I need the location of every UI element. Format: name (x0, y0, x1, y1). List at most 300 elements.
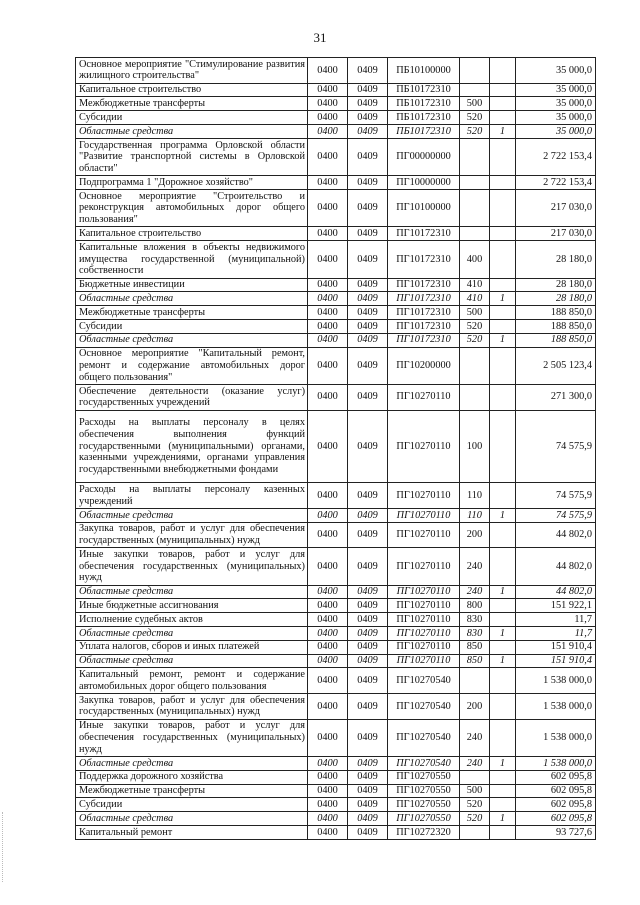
row-funding-source-cell (490, 227, 516, 241)
row-expense-type-cell: 830 (460, 613, 490, 627)
row-section-cell: 0400 (308, 483, 348, 509)
row-section-cell: 0400 (308, 798, 348, 812)
row-subsection-cell: 0409 (348, 640, 388, 654)
row-expense-type-cell: 850 (460, 640, 490, 654)
row-funding-source-cell (490, 176, 516, 190)
table-row (76, 384, 596, 410)
row-subsection-cell: 0409 (348, 111, 388, 125)
row-funding-source-cell (490, 319, 516, 333)
row-section-cell: 0400 (308, 384, 348, 410)
row-section-cell: 0400 (308, 585, 348, 599)
row-amount-cell: 217 030,0 (516, 227, 596, 241)
row-name-cell: Межбюджетные трансферты (76, 97, 308, 111)
row-funding-source-cell (490, 384, 516, 410)
row-expense-type-cell (460, 384, 490, 410)
row-name-cell: Иные закупки товаров, работ и услуг для обеспечения государственных (муниципальных) нужд (76, 719, 308, 756)
row-target-article-cell: ПГ10270110 (388, 599, 460, 613)
row-section-cell: 0400 (308, 306, 348, 320)
row-target-article-cell: ПГ10270110 (388, 410, 460, 483)
row-target-article-cell: ПГ10172310 (388, 292, 460, 306)
row-amount-cell: 1 538 000,0 (516, 694, 596, 720)
row-funding-source-cell: 1 (490, 585, 516, 599)
row-section-cell: 0400 (308, 694, 348, 720)
row-funding-source-cell (490, 798, 516, 812)
row-name-cell: Капитальное строительство (76, 227, 308, 241)
row-subsection-cell: 0409 (348, 812, 388, 826)
row-name-cell: Межбюджетные трансферты (76, 784, 308, 798)
row-amount-cell: 2 722 153,4 (516, 138, 596, 175)
table-row (76, 654, 596, 668)
row-expense-type-cell: 520 (460, 319, 490, 333)
table-row (76, 189, 596, 226)
row-expense-type-cell (460, 189, 490, 226)
table-row (76, 694, 596, 720)
row-amount-cell: 602 095,8 (516, 770, 596, 784)
table-row (76, 798, 596, 812)
budget-table (75, 57, 596, 840)
row-section-cell: 0400 (308, 719, 348, 756)
row-expense-type-cell: 830 (460, 627, 490, 641)
table-row (76, 306, 596, 320)
row-target-article-cell: ПГ10172310 (388, 241, 460, 278)
row-subsection-cell: 0409 (348, 97, 388, 111)
row-subsection-cell: 0409 (348, 306, 388, 320)
row-expense-type-cell: 240 (460, 719, 490, 756)
row-subsection-cell: 0409 (348, 176, 388, 190)
row-name-cell: Областные средства (76, 812, 308, 826)
row-subsection-cell: 0409 (348, 585, 388, 599)
row-section-cell: 0400 (308, 757, 348, 771)
row-subsection-cell: 0409 (348, 694, 388, 720)
row-funding-source-cell (490, 719, 516, 756)
row-funding-source-cell (490, 640, 516, 654)
table-row (76, 770, 596, 784)
row-expense-type-cell (460, 668, 490, 694)
row-name-cell: Уплата налогов, сборов и иных платежей (76, 640, 308, 654)
row-target-article-cell: ПБ10172310 (388, 124, 460, 138)
page-number: 31 (313, 30, 327, 45)
row-amount-cell: 28 180,0 (516, 278, 596, 292)
row-expense-type-cell: 240 (460, 757, 490, 771)
row-expense-type-cell (460, 347, 490, 384)
row-target-article-cell: ПГ10172310 (388, 333, 460, 347)
row-subsection-cell: 0409 (348, 508, 388, 522)
table-row (76, 176, 596, 190)
row-expense-type-cell: 800 (460, 599, 490, 613)
row-amount-cell: 217 030,0 (516, 189, 596, 226)
table-row (76, 278, 596, 292)
row-target-article-cell: ПГ10270110 (388, 522, 460, 548)
row-funding-source-cell (490, 770, 516, 784)
row-section-cell: 0400 (308, 640, 348, 654)
row-expense-type-cell: 500 (460, 306, 490, 320)
row-amount-cell: 602 095,8 (516, 784, 596, 798)
row-expense-type-cell: 520 (460, 333, 490, 347)
table-row (76, 640, 596, 654)
row-funding-source-cell (490, 668, 516, 694)
row-funding-source-cell (490, 83, 516, 97)
row-expense-type-cell (460, 826, 490, 840)
row-target-article-cell: ПГ10172310 (388, 278, 460, 292)
table-row (76, 97, 596, 111)
table-row (76, 292, 596, 306)
row-expense-type-cell: 410 (460, 292, 490, 306)
row-section-cell: 0400 (308, 189, 348, 226)
row-section-cell: 0400 (308, 627, 348, 641)
row-subsection-cell: 0409 (348, 613, 388, 627)
row-name-cell: Областные средства (76, 508, 308, 522)
row-section-cell: 0400 (308, 333, 348, 347)
row-amount-cell: 44 802,0 (516, 585, 596, 599)
row-subsection-cell: 0409 (348, 627, 388, 641)
row-funding-source-cell: 1 (490, 654, 516, 668)
row-subsection-cell: 0409 (348, 668, 388, 694)
row-target-article-cell: ПГ10270540 (388, 668, 460, 694)
row-expense-type-cell: 200 (460, 694, 490, 720)
row-amount-cell: 2 505 123,4 (516, 347, 596, 384)
table-row (76, 58, 596, 84)
row-name-cell: Иные бюджетные ассигнования (76, 599, 308, 613)
row-subsection-cell: 0409 (348, 278, 388, 292)
row-expense-type-cell (460, 227, 490, 241)
table-row (76, 522, 596, 548)
row-target-article-cell: ПБ10100000 (388, 58, 460, 84)
table-row (76, 319, 596, 333)
row-name-cell: Расходы на выплаты персоналу в целях обеспечения выполнения функций государственными (муниципальными) органами, казенными учреждениями, органами управления государственными внебюджетными фондами (76, 410, 308, 483)
row-amount-cell: 35 000,0 (516, 124, 596, 138)
row-amount-cell: 44 802,0 (516, 522, 596, 548)
row-funding-source-cell (490, 483, 516, 509)
row-name-cell: Иные закупки товаров, работ и услуг для обеспечения государственных (муниципальных) нужд (76, 548, 308, 585)
row-section-cell: 0400 (308, 522, 348, 548)
row-target-article-cell: ПГ10200000 (388, 347, 460, 384)
row-subsection-cell: 0409 (348, 798, 388, 812)
row-section-cell: 0400 (308, 812, 348, 826)
row-subsection-cell: 0409 (348, 826, 388, 840)
row-amount-cell: 93 727,6 (516, 826, 596, 840)
row-funding-source-cell (490, 97, 516, 111)
table-row (76, 757, 596, 771)
row-expense-type-cell: 240 (460, 548, 490, 585)
row-target-article-cell: ПГ10270550 (388, 798, 460, 812)
row-section-cell: 0400 (308, 111, 348, 125)
table-row (76, 124, 596, 138)
row-name-cell: Государственная программа Орловской области "Развитие транспортной системы в Орловской области" (76, 138, 308, 175)
row-name-cell: Капитальный ремонт (76, 826, 308, 840)
row-name-cell: Капитальные вложения в объекты недвижимого имущества государственной (муниципальной) собственности (76, 241, 308, 278)
row-funding-source-cell (490, 189, 516, 226)
row-expense-type-cell (460, 83, 490, 97)
row-amount-cell: 28 180,0 (516, 241, 596, 278)
row-name-cell: Областные средства (76, 124, 308, 138)
row-target-article-cell: ПБ10172310 (388, 111, 460, 125)
row-section-cell: 0400 (308, 770, 348, 784)
row-target-article-cell: ПГ10270550 (388, 812, 460, 826)
row-section-cell: 0400 (308, 227, 348, 241)
row-funding-source-cell (490, 278, 516, 292)
row-expense-type-cell: 850 (460, 654, 490, 668)
row-funding-source-cell (490, 58, 516, 84)
row-target-article-cell: ПГ10270110 (388, 384, 460, 410)
row-funding-source-cell: 1 (490, 292, 516, 306)
row-section-cell: 0400 (308, 319, 348, 333)
table-row (76, 613, 596, 627)
row-name-cell: Поддержка дорожного хозяйства (76, 770, 308, 784)
row-section-cell: 0400 (308, 292, 348, 306)
row-expense-type-cell (460, 58, 490, 84)
row-amount-cell: 602 095,8 (516, 798, 596, 812)
table-row (76, 111, 596, 125)
row-name-cell: Бюджетные инвестиции (76, 278, 308, 292)
row-subsection-cell: 0409 (348, 548, 388, 585)
row-amount-cell: 44 802,0 (516, 548, 596, 585)
row-amount-cell: 151 910,4 (516, 654, 596, 668)
row-expense-type-cell (460, 770, 490, 784)
row-funding-source-cell (490, 548, 516, 585)
table-row (76, 138, 596, 175)
row-funding-source-cell (490, 613, 516, 627)
row-name-cell: Областные средства (76, 627, 308, 641)
table-row (76, 410, 596, 483)
row-section-cell: 0400 (308, 654, 348, 668)
table-row (76, 347, 596, 384)
row-expense-type-cell: 520 (460, 124, 490, 138)
row-name-cell: Областные средства (76, 585, 308, 599)
row-section-cell: 0400 (308, 83, 348, 97)
row-target-article-cell: ПГ10270110 (388, 483, 460, 509)
row-subsection-cell: 0409 (348, 770, 388, 784)
row-target-article-cell: ПГ00000000 (388, 138, 460, 175)
table-row (76, 333, 596, 347)
row-section-cell: 0400 (308, 176, 348, 190)
row-target-article-cell: ПГ10270540 (388, 694, 460, 720)
row-name-cell: Обеспечение деятельности (оказание услуг) государственных учреждений (76, 384, 308, 410)
row-name-cell: Подпрограмма 1 "Дорожное хозяйство" (76, 176, 308, 190)
row-target-article-cell: ПГ10100000 (388, 189, 460, 226)
row-funding-source-cell (490, 599, 516, 613)
row-funding-source-cell (490, 522, 516, 548)
row-target-article-cell: ПГ10272320 (388, 826, 460, 840)
row-expense-type-cell: 500 (460, 784, 490, 798)
row-name-cell: Областные средства (76, 757, 308, 771)
scan-edge-marks (2, 812, 9, 882)
row-amount-cell: 151 910,4 (516, 640, 596, 654)
row-section-cell: 0400 (308, 347, 348, 384)
row-name-cell: Субсидии (76, 798, 308, 812)
row-section-cell: 0400 (308, 784, 348, 798)
row-subsection-cell: 0409 (348, 124, 388, 138)
row-section-cell: 0400 (308, 278, 348, 292)
row-section-cell: 0400 (308, 613, 348, 627)
table-row (76, 548, 596, 585)
row-section-cell: 0400 (308, 241, 348, 278)
row-target-article-cell: ПБ10172310 (388, 83, 460, 97)
row-amount-cell: 74 575,9 (516, 410, 596, 483)
row-subsection-cell: 0409 (348, 58, 388, 84)
row-target-article-cell: ПГ10270550 (388, 784, 460, 798)
row-target-article-cell: ПГ10270540 (388, 719, 460, 756)
row-funding-source-cell (490, 111, 516, 125)
row-funding-source-cell (490, 306, 516, 320)
row-target-article-cell: ПГ10270540 (388, 757, 460, 771)
row-funding-source-cell (490, 138, 516, 175)
row-expense-type-cell: 410 (460, 278, 490, 292)
row-subsection-cell: 0409 (348, 522, 388, 548)
row-section-cell: 0400 (308, 599, 348, 613)
row-target-article-cell: ПГ10172310 (388, 227, 460, 241)
table-row (76, 585, 596, 599)
row-expense-type-cell: 400 (460, 241, 490, 278)
row-subsection-cell: 0409 (348, 757, 388, 771)
row-name-cell: Капитальный ремонт, ремонт и содержание автомобильных дорог общего пользования (76, 668, 308, 694)
row-amount-cell: 1 538 000,0 (516, 668, 596, 694)
row-section-cell: 0400 (308, 826, 348, 840)
row-expense-type-cell: 520 (460, 798, 490, 812)
row-name-cell: Основное мероприятие "Стимулирование развития жилищного строительства" (76, 58, 308, 84)
row-amount-cell: 151 922,1 (516, 599, 596, 613)
row-subsection-cell: 0409 (348, 384, 388, 410)
row-funding-source-cell (490, 241, 516, 278)
row-expense-type-cell (460, 176, 490, 190)
row-name-cell: Основное мероприятие "Капитальный ремонт, ремонт и содержание автомобильных дорог общего пользования" (76, 347, 308, 384)
table-row (76, 668, 596, 694)
row-name-cell: Областные средства (76, 292, 308, 306)
table-row (76, 483, 596, 509)
table-row (76, 812, 596, 826)
row-amount-cell: 271 300,0 (516, 384, 596, 410)
row-funding-source-cell (490, 347, 516, 384)
row-subsection-cell: 0409 (348, 189, 388, 226)
table-row (76, 719, 596, 756)
row-funding-source-cell (490, 410, 516, 483)
row-target-article-cell: ПГ10172310 (388, 306, 460, 320)
row-expense-type-cell: 110 (460, 508, 490, 522)
row-expense-type-cell: 100 (460, 410, 490, 483)
row-amount-cell: 74 575,9 (516, 508, 596, 522)
row-amount-cell: 602 095,8 (516, 812, 596, 826)
row-subsection-cell: 0409 (348, 319, 388, 333)
row-section-cell: 0400 (308, 97, 348, 111)
row-target-article-cell: ПГ10270110 (388, 613, 460, 627)
row-expense-type-cell: 200 (460, 522, 490, 548)
row-amount-cell: 2 722 153,4 (516, 176, 596, 190)
row-subsection-cell: 0409 (348, 227, 388, 241)
row-subsection-cell: 0409 (348, 483, 388, 509)
table-row (76, 826, 596, 840)
row-amount-cell: 28 180,0 (516, 292, 596, 306)
row-subsection-cell: 0409 (348, 83, 388, 97)
row-subsection-cell: 0409 (348, 138, 388, 175)
row-amount-cell: 35 000,0 (516, 58, 596, 84)
row-funding-source-cell: 1 (490, 333, 516, 347)
row-subsection-cell: 0409 (348, 292, 388, 306)
row-amount-cell: 35 000,0 (516, 83, 596, 97)
row-name-cell: Субсидии (76, 111, 308, 125)
table-row (76, 784, 596, 798)
table-row (76, 627, 596, 641)
row-amount-cell: 35 000,0 (516, 111, 596, 125)
row-amount-cell: 74 575,9 (516, 483, 596, 509)
row-expense-type-cell (460, 138, 490, 175)
row-section-cell: 0400 (308, 124, 348, 138)
row-name-cell: Капитальное строительство (76, 83, 308, 97)
row-expense-type-cell: 240 (460, 585, 490, 599)
row-amount-cell: 11,7 (516, 627, 596, 641)
row-section-cell: 0400 (308, 410, 348, 483)
row-section-cell: 0400 (308, 58, 348, 84)
row-amount-cell: 11,7 (516, 613, 596, 627)
row-section-cell: 0400 (308, 548, 348, 585)
table-row (76, 599, 596, 613)
row-expense-type-cell: 110 (460, 483, 490, 509)
table-row (76, 227, 596, 241)
row-funding-source-cell: 1 (490, 757, 516, 771)
row-name-cell: Исполнение судебных актов (76, 613, 308, 627)
row-name-cell: Закупка товаров, работ и услуг для обеспечения государственных (муниципальных) нужд (76, 694, 308, 720)
row-funding-source-cell (490, 826, 516, 840)
row-amount-cell: 188 850,0 (516, 319, 596, 333)
row-name-cell: Закупка товаров, работ и услуг для обеспечения государственных (муниципальных) нужд (76, 522, 308, 548)
row-target-article-cell: ПГ10270110 (388, 627, 460, 641)
row-amount-cell: 1 538 000,0 (516, 757, 596, 771)
row-target-article-cell: ПГ10270110 (388, 585, 460, 599)
row-funding-source-cell: 1 (490, 627, 516, 641)
row-amount-cell: 35 000,0 (516, 97, 596, 111)
row-target-article-cell: ПГ10270110 (388, 508, 460, 522)
row-target-article-cell: ПГ10270110 (388, 640, 460, 654)
row-name-cell: Расходы на выплаты персоналу казенных учреждений (76, 483, 308, 509)
row-subsection-cell: 0409 (348, 241, 388, 278)
row-section-cell: 0400 (308, 668, 348, 694)
row-target-article-cell: ПГ10000000 (388, 176, 460, 190)
row-subsection-cell: 0409 (348, 347, 388, 384)
row-name-cell: Областные средства (76, 654, 308, 668)
row-subsection-cell: 0409 (348, 333, 388, 347)
budget-table-body (76, 58, 596, 840)
row-section-cell: 0400 (308, 508, 348, 522)
row-target-article-cell: ПБ10172310 (388, 97, 460, 111)
row-subsection-cell: 0409 (348, 784, 388, 798)
row-subsection-cell: 0409 (348, 719, 388, 756)
row-funding-source-cell (490, 784, 516, 798)
row-expense-type-cell: 500 (460, 97, 490, 111)
row-funding-source-cell: 1 (490, 812, 516, 826)
table-row (76, 508, 596, 522)
row-name-cell: Областные средства (76, 333, 308, 347)
row-amount-cell: 188 850,0 (516, 333, 596, 347)
table-row (76, 241, 596, 278)
row-name-cell: Основное мероприятие "Строительство и реконструкция автомобильных дорог общего пользования" (76, 189, 308, 226)
row-amount-cell: 1 538 000,0 (516, 719, 596, 756)
row-expense-type-cell: 520 (460, 111, 490, 125)
row-expense-type-cell: 520 (460, 812, 490, 826)
row-funding-source-cell: 1 (490, 124, 516, 138)
row-subsection-cell: 0409 (348, 599, 388, 613)
table-row (76, 83, 596, 97)
row-target-article-cell: ПГ10270110 (388, 548, 460, 585)
row-section-cell: 0400 (308, 138, 348, 175)
row-subsection-cell: 0409 (348, 410, 388, 483)
row-funding-source-cell: 1 (490, 508, 516, 522)
row-target-article-cell: ПГ10270550 (388, 770, 460, 784)
row-name-cell: Межбюджетные трансферты (76, 306, 308, 320)
row-name-cell: Субсидии (76, 319, 308, 333)
row-target-article-cell: ПГ10172310 (388, 319, 460, 333)
row-target-article-cell: ПГ10270110 (388, 654, 460, 668)
row-amount-cell: 188 850,0 (516, 306, 596, 320)
row-funding-source-cell (490, 694, 516, 720)
row-subsection-cell: 0409 (348, 654, 388, 668)
